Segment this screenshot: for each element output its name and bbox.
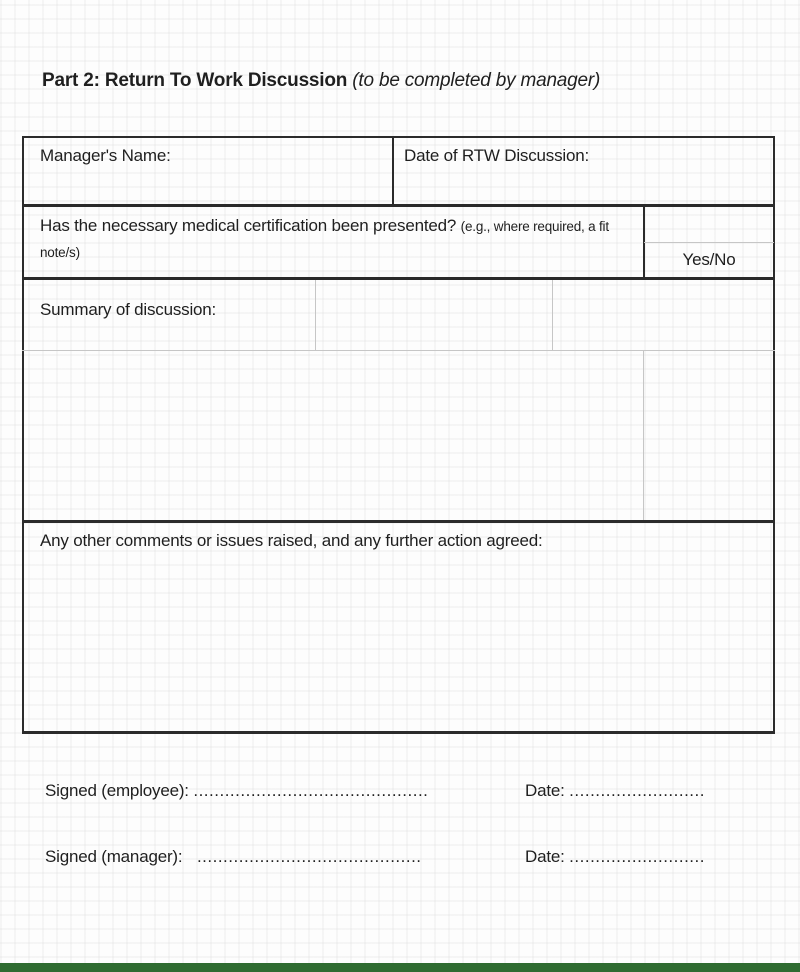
page-title-suffix: (to be completed by manager) [352,70,601,91]
employee-date-group [525,781,705,801]
comments-cell[interactable] [24,523,773,731]
medical-cert-answer-cell[interactable] [645,207,773,242]
signature-manager-row [45,847,755,867]
employee-date-label: Date: [525,781,565,800]
page-title-main: Part 2: Return To Work Discussion [42,70,348,91]
signed-manager-line[interactable]: ........................................... [196,847,422,866]
rtw-date-label: Date of RTW Discussion: [404,146,589,165]
column-divider-summary-1 [315,280,316,350]
summary-writing-area[interactable] [24,351,643,520]
signed-employee-label: Signed (employee): [45,781,189,800]
summary-cell[interactable] [24,280,314,350]
table-border-right [773,136,775,734]
manager-name-cell[interactable] [24,138,392,204]
comments-label: Any other comments or issues raised, and any further action agreed: [40,531,543,550]
manager-date-label: Date: [525,847,565,866]
signed-employee-line[interactable]: ............................................. [193,781,429,800]
signed-manager-label: Signed (manager): [45,847,183,866]
manager-date-group [525,847,705,867]
column-divider-summary-2 [552,280,553,350]
manager-name-label: Manager's Name: [40,146,171,165]
table-border-bottom [22,731,775,734]
rtw-date-cell[interactable] [394,138,773,204]
column-divider-empty-area [643,351,644,520]
yesno-cell[interactable] [643,243,775,277]
summary-label: Summary of discussion: [40,300,217,319]
bottom-green-bar [0,963,800,972]
medical-cert-question-cell [24,207,643,277]
medical-cert-question-text [40,213,625,266]
manager-date-line[interactable]: .......................... [569,847,705,866]
employee-date-line[interactable]: .......................... [569,781,705,800]
yes-no-label: Yes/No [682,250,736,269]
page-title [42,70,600,92]
medical-cert-note: (e.g., where required, a fit note/s) [40,219,609,261]
signature-employee-row [45,781,755,801]
medical-cert-question: Has the necessary medical certification been presented? [40,216,457,235]
